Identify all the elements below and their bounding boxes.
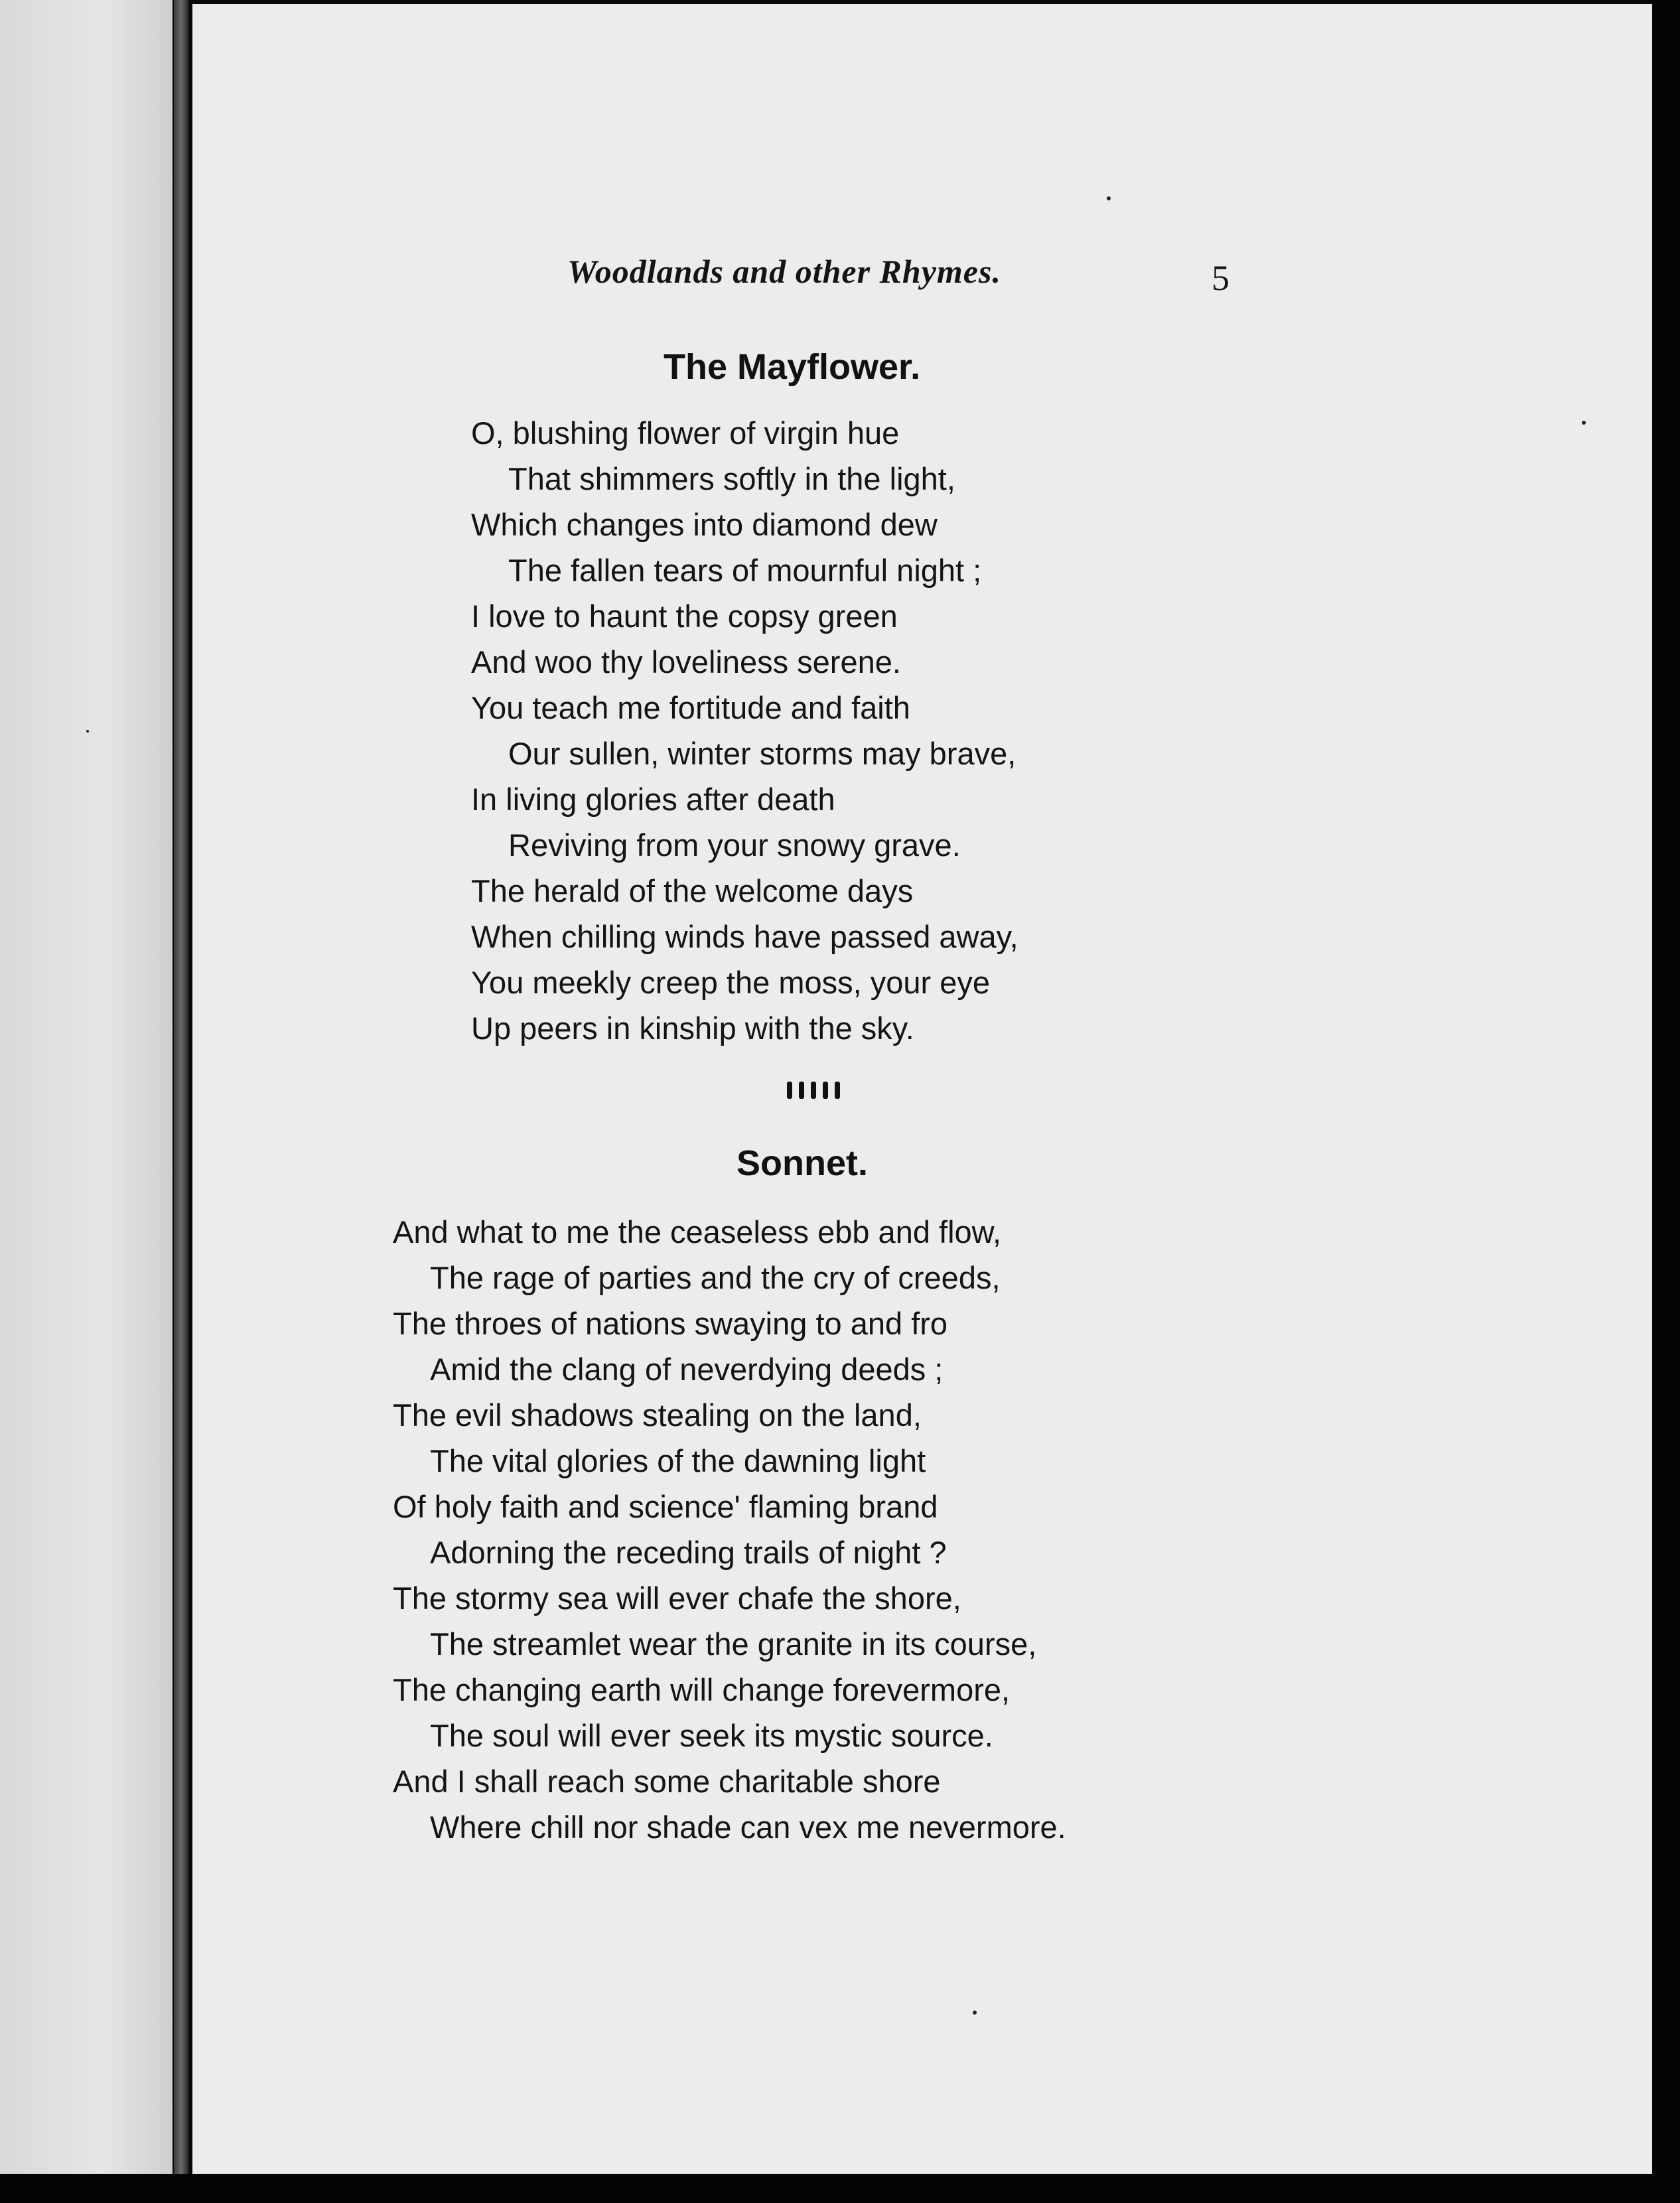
poem-line: The rage of parties and the cry of creeds, — [430, 1260, 1001, 1295]
poem-line: Up peers in kinship with the sky. — [471, 1011, 914, 1046]
poem-title-mayflower: The Mayflower. — [664, 347, 921, 387]
poem-line: Adorning the receding trails of night ? — [430, 1535, 947, 1570]
poem-line: The soul will ever seek its mystic source. — [430, 1718, 993, 1753]
poem-line: When chilling winds have passed away, — [471, 919, 1018, 954]
poem-line: Amid the clang of neverdying deeds ; — [430, 1352, 944, 1387]
page-number: 5 — [1212, 258, 1229, 298]
left-margin — [0, 0, 173, 2183]
poem-line: Where chill nor shade can vex me nevermore. — [430, 1810, 1066, 1845]
poem-line: And I shall reach some charitable shore — [393, 1764, 941, 1799]
poem-line: The stormy sea will ever chafe the shore, — [393, 1581, 961, 1616]
running-header: Woodlands and other Rhymes. — [567, 253, 1001, 290]
poem-line: The throes of nations swaying to and fro — [393, 1306, 948, 1341]
poem-line: The changing earth will change forevermore, — [393, 1672, 1011, 1707]
poem-line: Reviving from your snowy grave. — [508, 827, 961, 863]
poem-line: That shimmers softly in the light, — [508, 461, 955, 496]
paper-speck — [1107, 196, 1111, 200]
poem-line: The herald of the welcome days — [471, 873, 914, 908]
paper-speck — [1582, 421, 1586, 425]
poem-title-sonnet: Sonnet. — [736, 1143, 868, 1183]
paper-speck — [973, 2011, 977, 2015]
poem-sonnet — [393, 1209, 1066, 1850]
poem-line: The evil shadows stealing on the land, — [393, 1397, 922, 1433]
ornament-mark — [823, 1082, 828, 1099]
poem-mayflower — [471, 410, 1018, 1051]
ornament-mark — [811, 1082, 816, 1099]
poem-line: In living glories after death — [471, 782, 835, 817]
poem-line: The vital glories of the dawning light — [430, 1443, 926, 1478]
poem-line: The streamlet wear the granite in its course, — [430, 1626, 1037, 1662]
bottom-scan-border — [0, 2174, 1680, 2203]
poem-line: Of holy faith and science' flaming brand — [393, 1489, 938, 1524]
ornament-mark — [835, 1082, 840, 1099]
poem-line: I love to haunt the copsy green — [471, 599, 898, 634]
poem-line: O, blushing flower of virgin hue — [471, 415, 900, 451]
poem-line: You meekly creep the moss, your eye — [471, 965, 990, 1000]
poem-line: The fallen tears of mournful night ; — [508, 553, 982, 588]
ornament-mark — [787, 1082, 792, 1099]
poem-line: Our sullen, winter storms may brave, — [508, 736, 1016, 771]
poem-line: You teach me fortitude and faith — [471, 690, 910, 725]
poem-line: Which changes into diamond dew — [471, 507, 938, 542]
ornament-mark — [799, 1082, 804, 1099]
paper-speck — [86, 730, 89, 733]
right-scan-border — [1652, 0, 1680, 2203]
poem-line: And what to me the ceaseless ebb and flow, — [393, 1214, 1002, 1249]
binding-edge — [174, 0, 188, 2183]
poem-line: And woo thy loveliness serene. — [471, 644, 901, 679]
section-divider-ornament — [787, 1082, 840, 1102]
